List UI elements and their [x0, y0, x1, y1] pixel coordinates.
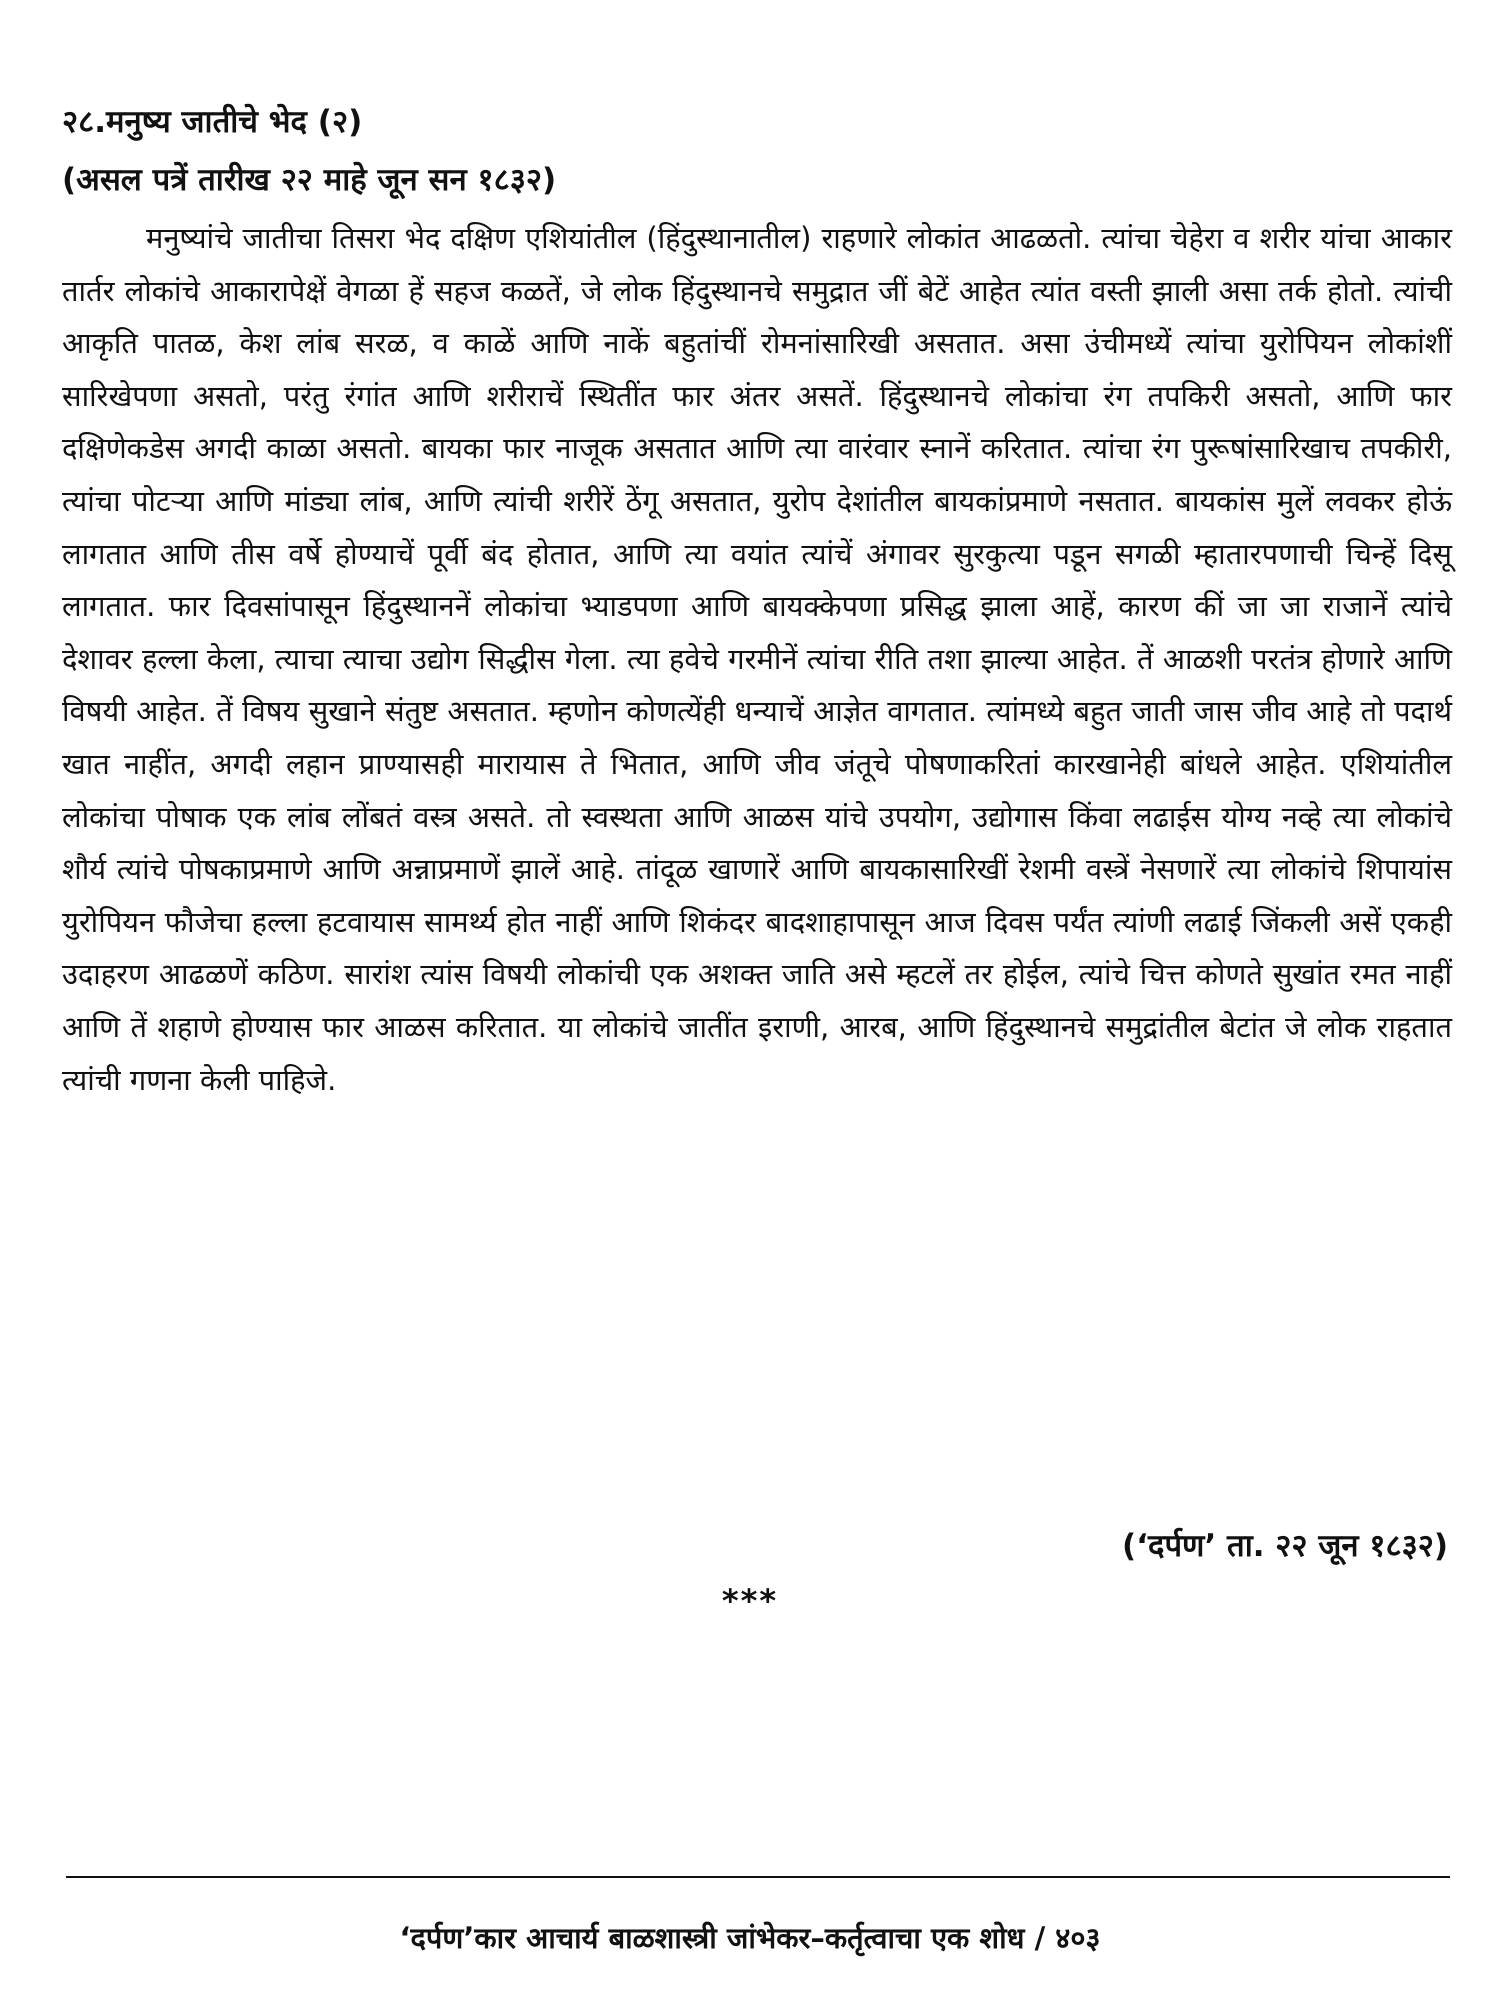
running-footer: ‘दर्पण’कार आचार्य बाळशास्त्री जांभेकर–कर्तृत्वाचा एक शोध / ४०३ [399, 1921, 1101, 1955]
footer-rule [66, 1876, 1450, 1878]
article-body: मनुष्यांचे जातीचा तिसरा भेद दक्षिण एशियांतील (हिंदुस्थानातील) राहणारे लोकांत आढळतो. त्यांचा चेहेरा व शरीर यांचा आकार तार्तर लोकांचे आकारापेक्षें वेगळा हें सहज कळतें, जे लोक हिंदुस्थानचे समुद्रात जीं बेटें आहेत त्यांत वस्ती झाली असा तर्क होतो. त्यांची आकृति पातळ, केश लांब सरळ, व काळें आणि नाकें बहुतांचीं रोमनांसारिखी असतात. असा उंचीमध्यें त्यांचा युरोपियन लोकांशीं सारिखेपणा असतो, परंतु रंगांत आणि शरीराचें स्थितींत फार अंतर असतें. हिंदुस्थानचे लोकांचा रंग तपकिरी असतो, आणि फार दक्षिणेकडेस अगदी काळा असतो. बायका फार नाजूक असतात आणि त्या वारंवार स्नानें करितात. त्यांचा रंग पुरूषांसारिखाच तपकीरी, त्यांचा पोटऱ्या आणि मांड्या लांब, आणि त्यांची शरीरें ठेंगू असतात, युरोप देशांतील बायकांप्रमाणे नसतात. बायकांस मुलें लवकर होऊं लागतात आणि तीस वर्षे होण्याचें पूर्वी बंद होतात, आणि त्या वयांत त्यांचें अंगावर सुरकुत्या पडून सगळी म्हातारपणाची चिन्हें दिसू लागतात. फार दिवसांपासून हिंदुस्थाननें लोकांचा भ्याडपणा आणि बायक्केपणा प्रसिद्ध झाला आहें, कारण कीं जा जा राजानें त्यांचे देशावर हल्ला केला, त्याचा त्याचा उद्योग सिद्धीस गेला. त्या हवेचे गरमीनें त्यांचा रीति तशा झाल्या आहेत. तें आळशी परतंत्र होणारे आणि विषयी आहेत. तें विषय सुखाने संतुष्ट असतात. म्हणोन कोणत्येंही धन्याचें आज्ञेत वागतात. त्यांमध्ये बहुत जाती जास जीव आहे तो पदार्थ खात नाहींत, अगदी लहान प्राण्यासही मारायास ते भितात, आणि जीव जंतूचे पोषणाकरितां कारखानेही बांधले आहेत. एशियांतील लोकांचा पोषाक एक लांब लोंबतं वस्त्र असते. तो स्वस्थता आणि आळस यांचे उपयोग, उद्योगास किंवा लढाईस योग्य नव्हे त्या लोकांचे शौर्य त्यांचे पोषकाप्रमाणे आणि अन्नाप्रमाणें झालें आहे. तांदूळ खाणारें आणि बायकासारिखीं रेशमी वस्त्रें नेसणारें त्या लोकांचे शिपायांस युरोपियन फौजेचा हल्ला हटवायास सामर्थ्य होत नाहीं आणि शिकंदर बादशाहापासून आज दिवस पर्यंत त्यांणी लढाई जिंकली असें एकही उदाहरण आढळणें कठिण. सारांश त्यांस विषयी लोकांची एक अशक्त जाति असे म्हटलें तर होईल, त्यांचे चित्त कोणते सुखांत रमत नाहीं आणि तें शहाणे होण्यास फार आळस करितात. या लोकांचे जातींत इराणी, आरब, आणि हिंदुस्थानचे समुद्रांतील बेटांत जे लोक राहतात त्यांची गणना केली पाहिजे. [62, 221, 1452, 1097]
article-subtitle: (असल पत्रें तारीख २२ माहे जून सन १८३२) [62, 162, 557, 198]
article-title: २८.मनुष्य जातीचे भेद (२) [62, 104, 363, 140]
section-separator: *** [721, 1582, 779, 1620]
source-citation: (‘दर्पण’ ता. २२ जून १८३२) [1122, 1528, 1448, 1564]
